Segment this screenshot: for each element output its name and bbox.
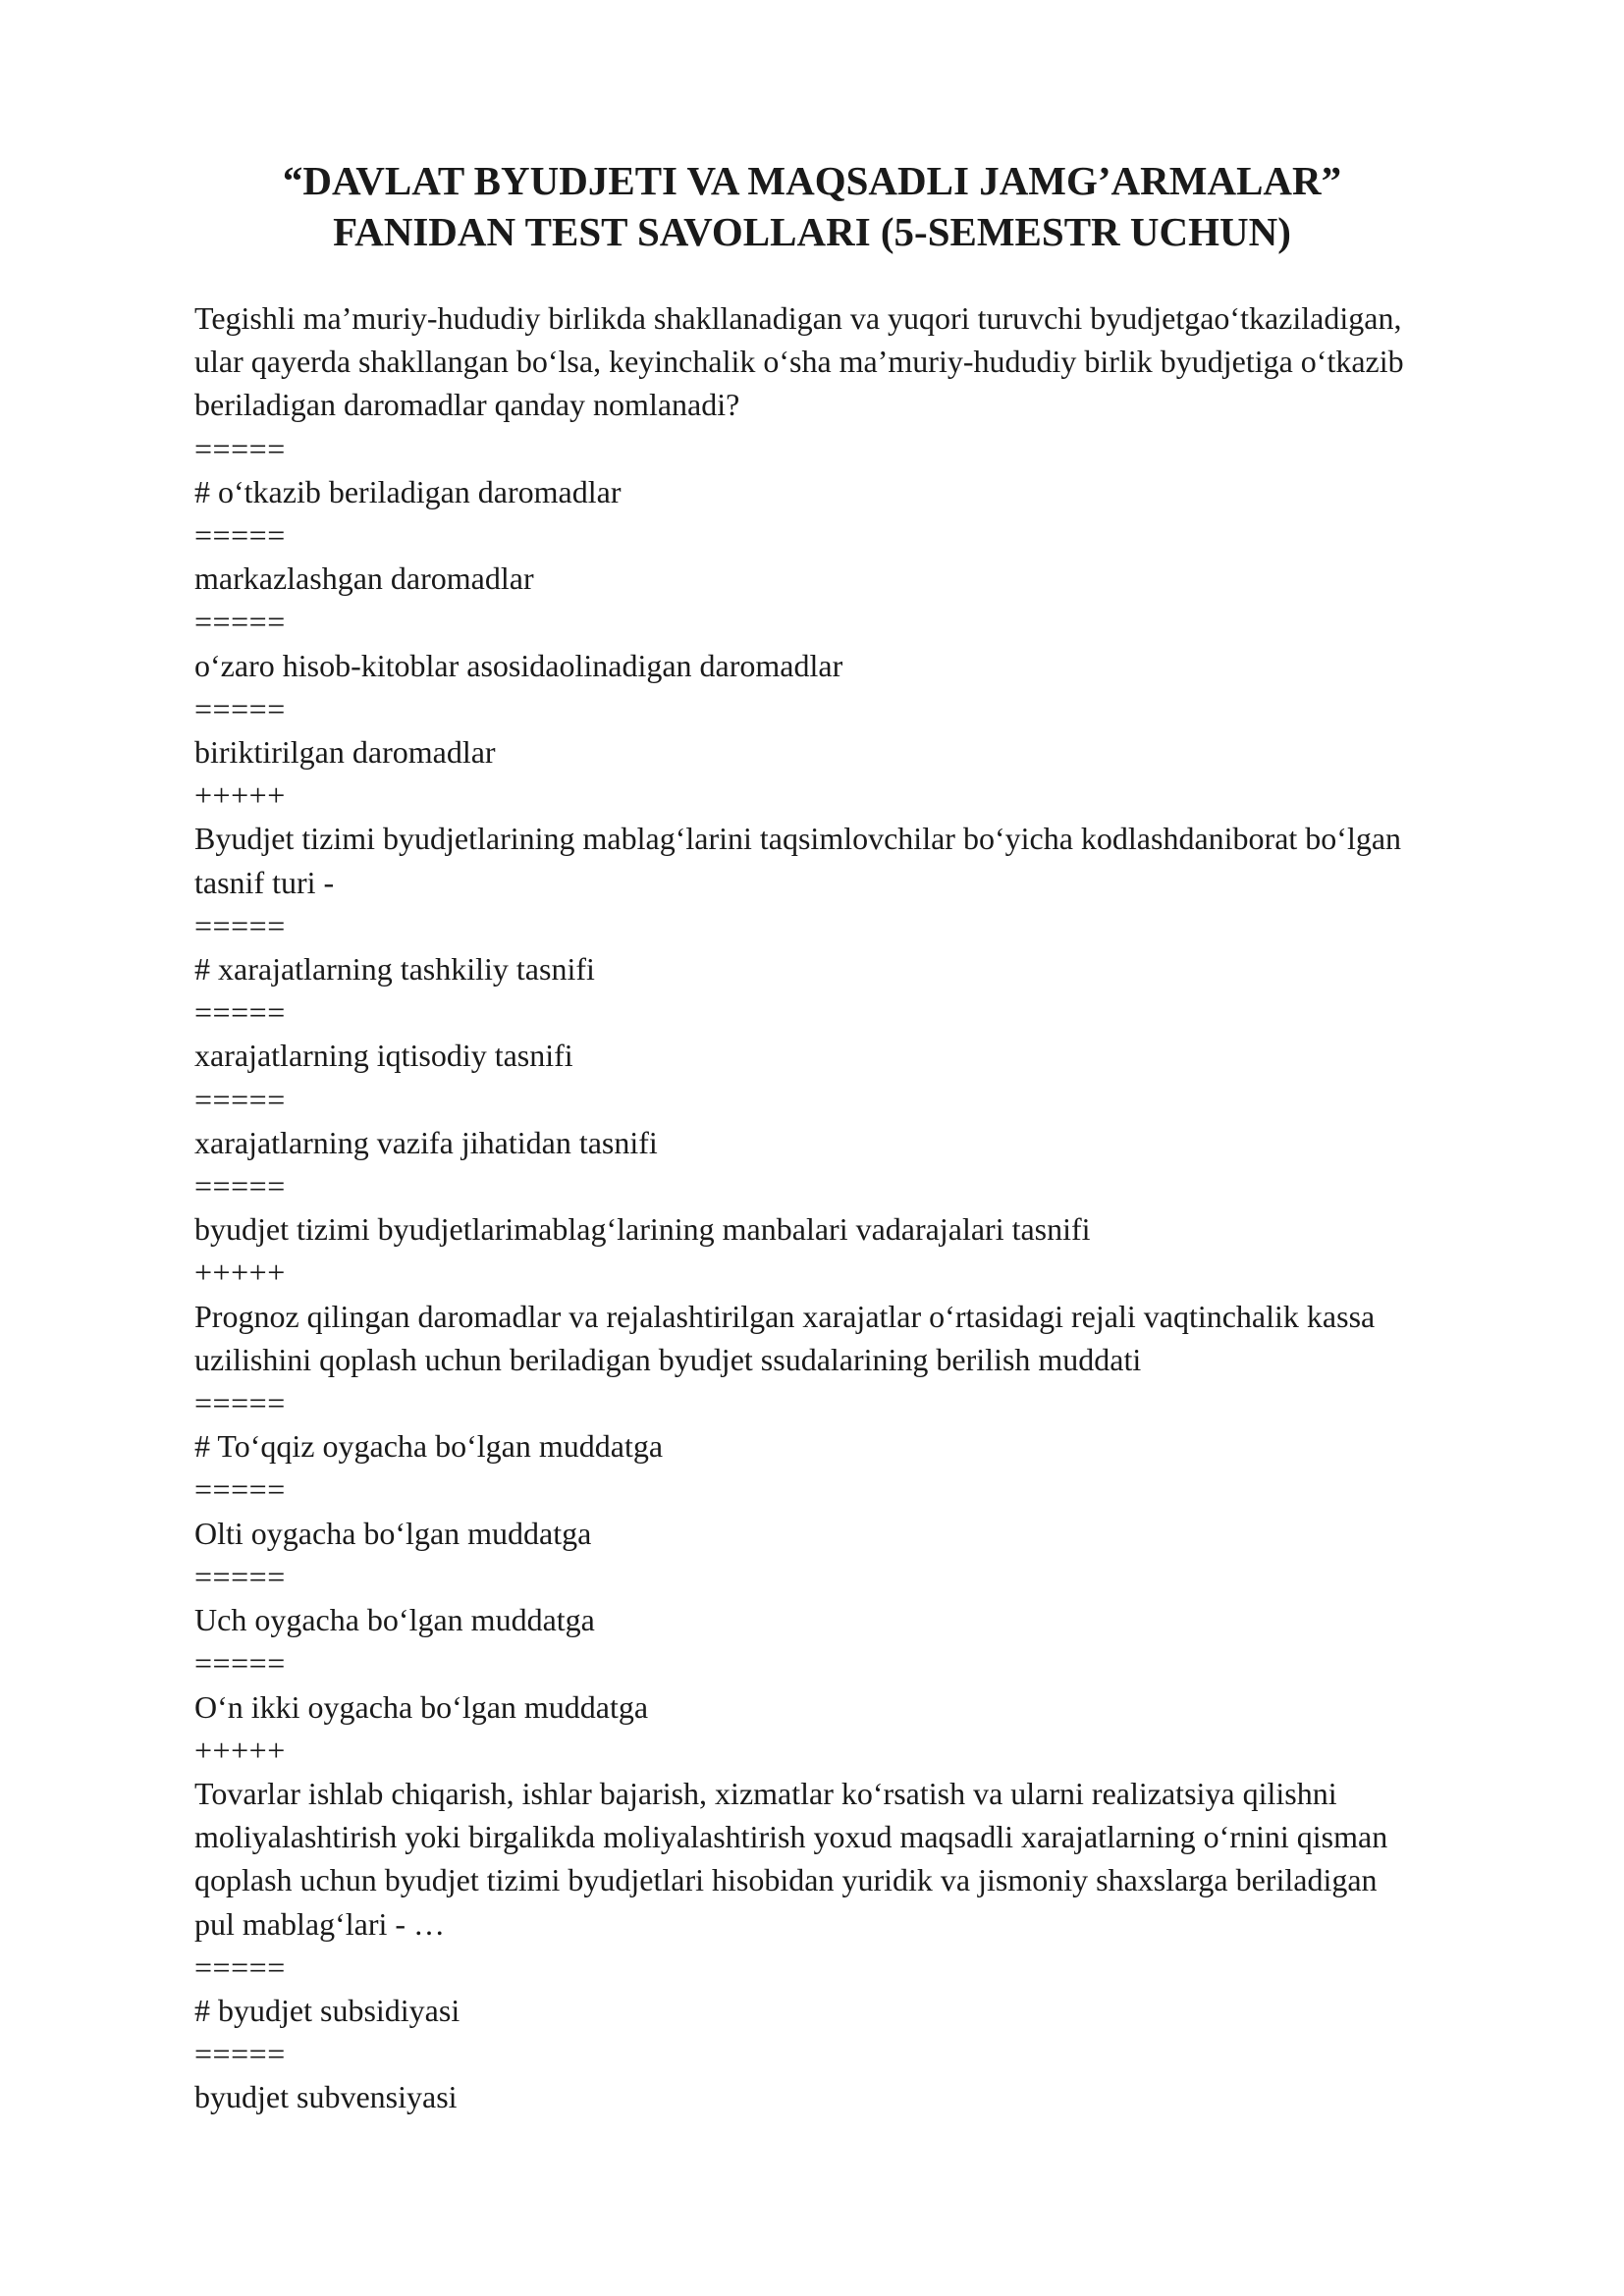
question-3-line-1: Prognoz qilingan daromadlar va rejalashtirilgan xarajatlar o‘rtasidagi rejali vaqtinchalik kassa	[194, 1298, 1376, 1334]
answer-option: byudjet subvensiyasi	[194, 2079, 458, 2115]
question-divider: +++++	[194, 777, 286, 814]
answer-correct: # o‘tkazib beriladigan daromadlar	[194, 473, 622, 509]
separator: =====	[194, 1558, 286, 1594]
answer-option: o‘zaro hisob-kitoblar asosidaolinadigan daromadlar	[194, 647, 843, 683]
separator: =====	[194, 994, 286, 1031]
separator: =====	[194, 690, 286, 726]
question-1-line-2: ular qayerda shakllangan bo‘lsa, keyinchalik o‘sha ma’muriy-hududiy birlik byudjetiga o‘tkazib	[194, 344, 1404, 380]
separator: =====	[194, 430, 286, 466]
answer-option: xarajatlarning vazifa jihatidan tasnifi	[194, 1124, 658, 1160]
separator: =====	[194, 2036, 286, 2072]
answer-option: O‘n ikki oygacha bo‘lgan muddatga	[194, 1688, 649, 1725]
question-4-line-2: moliyalashtirish yoki birgalikda moliyalashtirish yoxud maqsadli xarajatlarning o‘rnini qisman	[194, 1819, 1388, 1855]
separator: =====	[194, 517, 286, 554]
question-3-line-2: uzilishini qoplash uchun beriladigan byudjet ssudalarining berilish muddati	[194, 1341, 1142, 1377]
answer-correct: # xarajatlarning tashkiliy tasnifi	[194, 951, 595, 988]
question-divider: +++++	[194, 1255, 286, 1291]
question-1-line-3: beriladigan daromadlar qanday nomlanadi?	[194, 387, 740, 423]
question-2-line-1: Byudjet tizimi byudjetlarining mablag‘larini taqsimlovchilar bo‘yicha kodlashdaniborat bo‘lgan	[194, 821, 1402, 857]
question-divider: +++++	[194, 1732, 286, 1768]
answer-option: biriktirilgan daromadlar	[194, 734, 496, 771]
answer-correct: # To‘qqiz oygacha bo‘lgan muddatga	[194, 1428, 664, 1465]
answer-option: Olti oygacha bo‘lgan muddatga	[194, 1515, 592, 1551]
answer-correct: # byudjet subsidiyasi	[194, 1992, 460, 2028]
question-1-line-1: Tegishli ma’muriy-hududiy birlikda shakllanadigan va yuqori turuvchi byudjetgao‘tkaziladigan,	[194, 300, 1402, 336]
separator: =====	[194, 1645, 286, 1682]
separator: =====	[194, 1081, 286, 1117]
separator: =====	[194, 907, 286, 943]
document-title	[147, 155, 1477, 257]
question-2-line-2: tasnif turi -	[194, 864, 335, 900]
question-4-line-3: qoplash uchun byudjet tizimi byudjetlari hisobidan yuridik va jismoniy shaxslarga beriladigan	[194, 1862, 1378, 1898]
separator: =====	[194, 1471, 286, 1508]
title-line-1: “DAVLAT BYUDJETI VA MAQSADLI JAMG’ARMALAR”	[282, 158, 1342, 203]
separator: =====	[194, 604, 286, 640]
answer-option: xarajatlarning iqtisodiy tasnifi	[194, 1038, 573, 1074]
separator: =====	[194, 1949, 286, 1985]
answer-option: Uch oygacha bo‘lgan muddatga	[194, 1602, 595, 1638]
separator: =====	[194, 1385, 286, 1421]
document-body	[194, 296, 1461, 2119]
answer-option: markazlashgan daromadlar	[194, 561, 534, 597]
question-4-line-4: pul mablag‘lari - …	[194, 1905, 446, 1942]
title-line-2: FANIDAN TEST SAVOLLARI (5-SEMESTR UCHUN)	[333, 209, 1291, 254]
question-4-line-1: Tovarlar ishlab chiqarish, ishlar bajarish, xizmatlar ko‘rsatish va ularni realizatsiya qilishni	[194, 1775, 1337, 1811]
answer-option: byudjet tizimi byudjetlarimablag‘larining manbalari vadarajalari tasnifi	[194, 1211, 1091, 1248]
separator: =====	[194, 1168, 286, 1204]
